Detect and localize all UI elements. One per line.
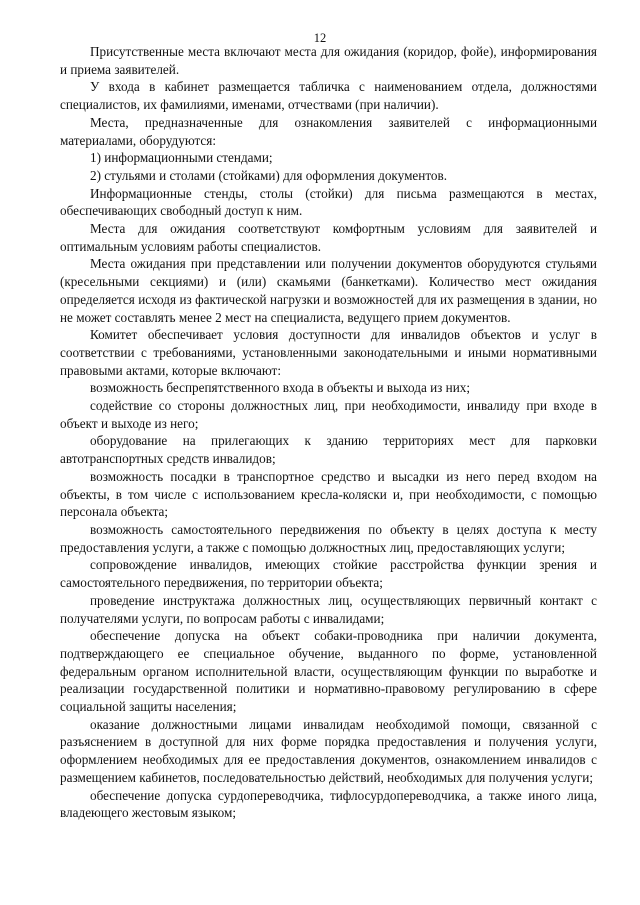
- paragraph: обеспечение допуска на объект собаки-проводника при наличии документа, подтверждающего ее специальное обучение, выданного по форме, установленной федеральным органом исполнительной власти, осуществляющим функции по выработке и реализации государственной политики и нормативно-правовому регулированию в сфере социальной защиты населения;: [60, 628, 597, 715]
- paragraph: Места ожидания при представлении или получении документов оборудуются стульями (кресельными секциями) и (или) скамьями (банкетками). Количество мест ожидания определяется исходя из фактической нагрузки и возможностей для их размещения в здании, но не может составлять менее 2 мест на специалиста, ведущего прием документов.: [60, 256, 597, 325]
- paragraph: оказание должностными лицами инвалидам необходимой помощи, связанной с разъяснением в доступной для них форме порядка предоставления и получения услуги, оформлением необходимых для ее предоставления документов, ознакомлением инвалидов с размещением кабинетов, последовательностью действий, необходимых для получения услуги;: [60, 716, 597, 785]
- paragraph: возможность беспрепятственного входа в объекты и выхода из них;: [90, 380, 471, 396]
- paragraph: Информационные стенды, столы (стойки) для письма размещаются в местах, обеспечивающих свободный доступ к ним.: [60, 185, 597, 219]
- document-body: [60, 43, 597, 822]
- paragraph: 2) стульями и столами (стойками) для оформления документов.: [90, 167, 448, 183]
- paragraph: содействие со стороны должностных лиц, при необходимости, инвалиду при входе в объект и выходе из него;: [60, 398, 597, 431]
- paragraph: Места, предназначенные для ознакомления заявителей с информационными материалами, оборудуются:: [60, 114, 597, 148]
- paragraph: Присутственные места включают места для ожидания (коридор, фойе), информирования и приема заявителей.: [60, 44, 597, 77]
- paragraph: обеспечение допуска сурдопереводчика, тифлосурдопереводчика, а также иного лица, владеющего жестовым языком;: [60, 787, 597, 821]
- paragraph: возможность самостоятельного передвижения по объекту в целях доступа к месту предоставления услуги, а также с помощью должностных лиц, предоставляющих услуги;: [60, 521, 597, 555]
- paragraph: возможность посадки в транспортное средство и высадки из него перед входом на объекты, в том числе с использованием кресла-коляски и, при необходимости, с помощью персонала объекта;: [60, 468, 597, 520]
- paragraph: сопровождение инвалидов, имеющих стойкие расстройства функции зрения и самостоятельного передвижения, по территории объекта;: [60, 557, 597, 591]
- paragraph: У входа в кабинет размещается табличка с наименованием отдела, должностями специалистов, их фамилиями, именами, отчествами (при наличии).: [60, 79, 597, 113]
- paragraph: Комитет обеспечивает условия доступности для инвалидов объектов и услуг в соответствии с требованиями, установленными законодательными и иными нормативными правовыми актами, которые включают:: [60, 327, 597, 378]
- paragraph: 1) информационными стендами;: [90, 150, 273, 166]
- paragraph: Места для ожидания соответствуют комфортным условиям для заявителей и оптимальным условиям работы специалистов.: [60, 221, 597, 254]
- paragraph: оборудование на прилегающих к зданию территориях мест для парковки автотранспортных средств инвалидов;: [60, 433, 597, 467]
- paragraph: проведение инструктажа должностных лиц, осуществляющих первичный контакт с получателями услуги, по вопросам работы с инвалидами;: [60, 592, 597, 626]
- page-number: 12: [313, 31, 327, 45]
